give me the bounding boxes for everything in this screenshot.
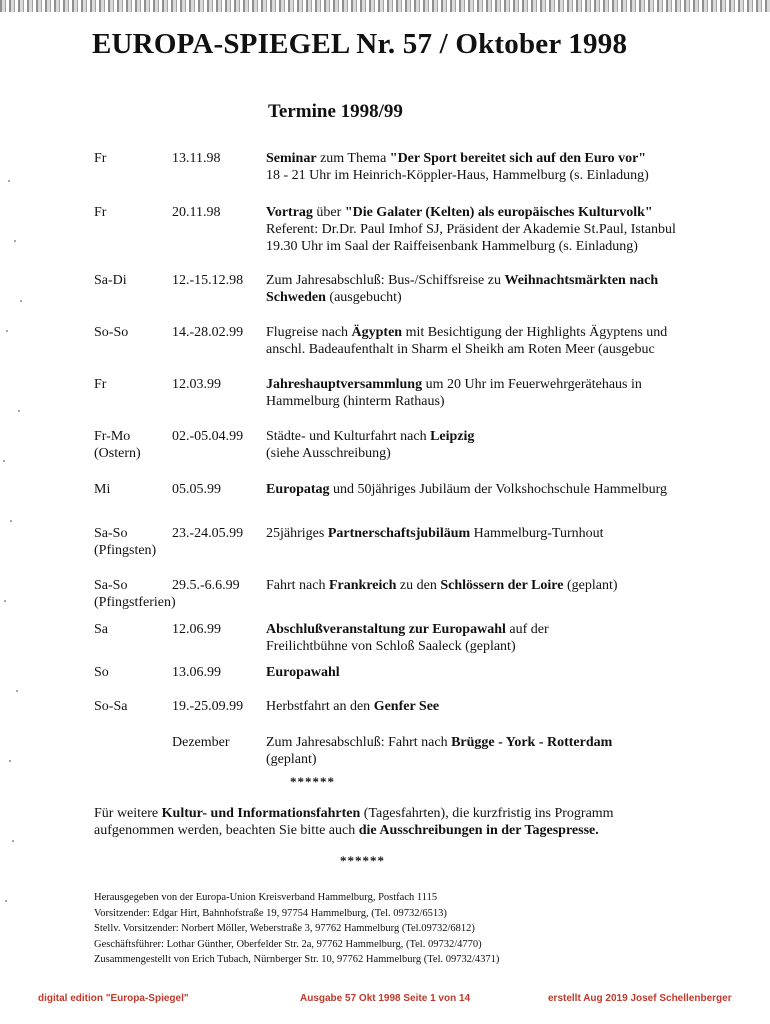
text: (ausgebucht) xyxy=(325,290,402,305)
event-line xyxy=(266,393,726,410)
text: Hammelburg-Turnhout xyxy=(470,526,604,541)
event-line xyxy=(266,621,726,638)
event-line xyxy=(266,638,726,655)
text: Fahrt nach xyxy=(266,578,329,593)
bold-text: Europatag xyxy=(266,482,330,497)
text: (geplant) xyxy=(266,752,317,767)
event-line xyxy=(266,698,726,715)
text: und 50jähriges Jubiläum der Volkshochschule Hammelburg xyxy=(329,482,668,497)
event-line xyxy=(266,150,726,167)
event-date: 19.-25.09.99 xyxy=(172,699,244,714)
text: anschl. Badeaufenthalt in Sharm el Sheikh am Roten Meer (ausgebuc xyxy=(266,342,655,357)
text: Referent: Dr.Dr. Paul Imhof SJ, Präsident der Akademie St.Paul, Istanbul xyxy=(266,222,676,237)
bold-text: Brügge - York - Rotterdam xyxy=(451,735,613,750)
bold-text: Ägypten xyxy=(351,325,403,340)
event-date: 12.-15.12.98 xyxy=(172,273,244,288)
scan-speck xyxy=(12,840,14,842)
imprint xyxy=(94,890,499,968)
text: 18 - 21 Uhr im Heinrich-Köppler-Haus, Hammelburg (s. Einladung) xyxy=(266,168,649,183)
event-day: So-Sa xyxy=(94,699,128,714)
event-date: Dezember xyxy=(172,735,230,750)
bold-text: "Der Sport bereitet sich auf den Euro vor" xyxy=(389,151,647,166)
text: über xyxy=(312,205,345,220)
text: 19.30 Uhr im Saal der Raiffeisenbank Hammelburg (s. Einladung) xyxy=(266,239,638,254)
bold-text: Leipzig xyxy=(430,429,475,444)
event-day: Sa xyxy=(94,622,108,637)
text: Hammelburg (hinterm Rathaus) xyxy=(266,394,445,409)
text: zum Thema xyxy=(316,151,390,166)
text: Städte- und Kulturfahrt nach xyxy=(266,429,431,444)
event-date: 12.06.99 xyxy=(172,622,221,637)
event-date: 13.11.98 xyxy=(172,151,221,166)
imprint-line: Zusammengestellt von Erich Tubach, Nürnberger Str. 10, 97762 Hammelburg (Tel. 09732/4371) xyxy=(94,954,500,966)
event-description xyxy=(266,150,726,184)
event-description xyxy=(266,204,726,255)
event-line xyxy=(266,734,726,751)
event-description xyxy=(266,481,726,498)
event-description xyxy=(266,734,726,768)
text: Für weitere xyxy=(94,806,162,821)
event-line xyxy=(266,664,726,681)
event-description xyxy=(266,621,726,655)
event-line xyxy=(266,376,726,393)
event-day: Fr xyxy=(94,205,107,220)
scan-speck xyxy=(16,690,18,692)
event-line xyxy=(266,577,726,594)
bold-text: Weihnachtsmärkten nach xyxy=(504,273,659,288)
scan-speck xyxy=(14,240,16,242)
event-line xyxy=(266,324,726,341)
event-description xyxy=(266,376,726,410)
imprint-line: Geschäftsführer: Lothar Günther, Oberfelder Str. 2a, 97762 Hammelburg, (Tel. 09732/4770) xyxy=(94,938,482,950)
event-line xyxy=(266,751,726,768)
text: Zum Jahresabschluß: Bus-/Schiffsreise zu xyxy=(266,273,505,288)
event-description xyxy=(266,272,726,306)
text: (siehe Ausschreibung) xyxy=(266,446,391,461)
text: mit Besichtigung der Highlights Ägyptens und xyxy=(402,325,668,340)
event-date: 20.11.98 xyxy=(172,205,221,220)
imprint-line: Vorsitzender: Edgar Hirt, Bahnhofstraße 19, 97754 Hammelburg, (Tel. 09732/6513) xyxy=(94,907,447,919)
text: um 20 Uhr im Feuerwehrgerätehaus in xyxy=(422,377,642,392)
imprint-line: Stellv. Vorsitzender: Norbert Möller, Weberstraße 3, 97762 Hammelburg (Tel.09732/6812) xyxy=(94,923,475,935)
text: auf der xyxy=(505,622,549,637)
event-day: Sa-So (Pfingsten) xyxy=(94,526,157,558)
event-line xyxy=(266,204,726,221)
event-description xyxy=(266,428,726,462)
footer-right: erstellt Aug 2019 Josef Schellenberger xyxy=(548,993,732,1004)
scan-speck xyxy=(4,600,6,602)
bold-text: Abschlußveranstaltung zur Europawahl xyxy=(266,622,506,637)
event-description xyxy=(266,664,726,681)
event-date: 05.05.99 xyxy=(172,482,221,497)
event-day: Fr xyxy=(94,377,107,392)
scan-speck xyxy=(10,520,12,522)
bold-text: Jahreshauptversammlung xyxy=(266,377,423,392)
scan-speck xyxy=(20,300,22,302)
event-day: Sa-Di xyxy=(94,273,127,288)
scan-top-edge xyxy=(0,0,770,12)
event-day: Fr xyxy=(94,151,107,166)
event-line xyxy=(266,481,726,498)
event-line xyxy=(266,238,726,255)
separator-stars: ****** xyxy=(290,774,335,789)
footer-left: digital edition "Europa-Spiegel" xyxy=(38,993,189,1004)
event-line xyxy=(266,428,726,445)
bold-text: Schweden xyxy=(266,290,326,305)
text: zu den xyxy=(396,578,441,593)
event-day: Fr-Mo (Ostern) xyxy=(94,429,141,461)
info-note xyxy=(94,805,614,839)
page-title: EUROPA-SPIEGEL Nr. 57 / Oktober 1998 xyxy=(92,28,628,60)
event-date: 02.-05.04.99 xyxy=(172,429,244,444)
scan-speck xyxy=(18,410,20,412)
event-line xyxy=(266,221,726,238)
text: Zum Jahresabschluß: Fahrt nach xyxy=(266,735,452,750)
event-description xyxy=(266,698,726,715)
text: Flugreise nach xyxy=(266,325,352,340)
bold-text: die Ausschreibungen in der Tagespresse. xyxy=(358,823,599,838)
separator-stars-2: ****** xyxy=(340,853,385,868)
text: 25jähriges xyxy=(266,526,328,541)
event-date: 13.06.99 xyxy=(172,665,221,680)
event-line xyxy=(266,272,726,289)
scan-speck xyxy=(3,460,5,462)
bold-text: Partnerschaftsjubiläum xyxy=(327,526,471,541)
event-line xyxy=(266,167,726,184)
imprint-line: Herausgegeben von der Europa-Union Kreisverband Hammelburg, Postfach 1115 xyxy=(94,892,438,903)
text: (Tagesfahrten), die kurzfristig ins Programm xyxy=(360,806,614,821)
scan-speck xyxy=(8,180,10,182)
event-day: Mi xyxy=(94,482,111,497)
scan-speck xyxy=(5,900,7,902)
event-description xyxy=(266,577,726,594)
event-line xyxy=(266,289,726,306)
note-line xyxy=(94,805,614,822)
event-day: So-So xyxy=(94,325,129,340)
bold-text: Genfer See xyxy=(373,699,440,714)
event-date: 14.-28.02.99 xyxy=(172,325,244,340)
event-description xyxy=(266,324,726,358)
text: Herbstfahrt an den xyxy=(266,699,374,714)
text: aufgenommen werden, beachten Sie bitte auch xyxy=(94,823,359,838)
footer-center: Ausgabe 57 Okt 1998 Seite 1 von 14 xyxy=(300,993,471,1004)
event-line xyxy=(266,525,726,542)
bold-text: Schlössern der Loire xyxy=(440,578,564,593)
event-date: 12.03.99 xyxy=(172,377,221,392)
bold-text: "Die Galater (Kelten) als europäisches Kulturvolk" xyxy=(344,205,653,220)
bold-text: Kultur- und Informationsfahrten xyxy=(161,806,361,821)
bold-text: Vortrag xyxy=(266,205,313,220)
bold-text: Seminar xyxy=(266,151,317,166)
bold-text: Europawahl xyxy=(266,665,340,680)
event-day: So xyxy=(94,665,109,680)
note-line xyxy=(94,822,614,839)
event-line xyxy=(266,341,726,358)
event-description xyxy=(266,525,726,542)
scan-speck xyxy=(9,760,11,762)
event-date: 23.-24.05.99 xyxy=(172,526,244,541)
event-day: Sa-So (Pfingstferien) xyxy=(94,578,176,610)
text: (geplant) xyxy=(563,578,618,593)
bold-text: Frankreich xyxy=(328,578,397,593)
section-title: Termine 1998/99 xyxy=(268,101,403,122)
text: Freilichtbühne von Schloß Saaleck (geplant) xyxy=(266,639,516,654)
event-line xyxy=(266,445,726,462)
event-date: 29.5.-6.6.99 xyxy=(172,578,240,593)
scan-speck xyxy=(6,330,8,332)
